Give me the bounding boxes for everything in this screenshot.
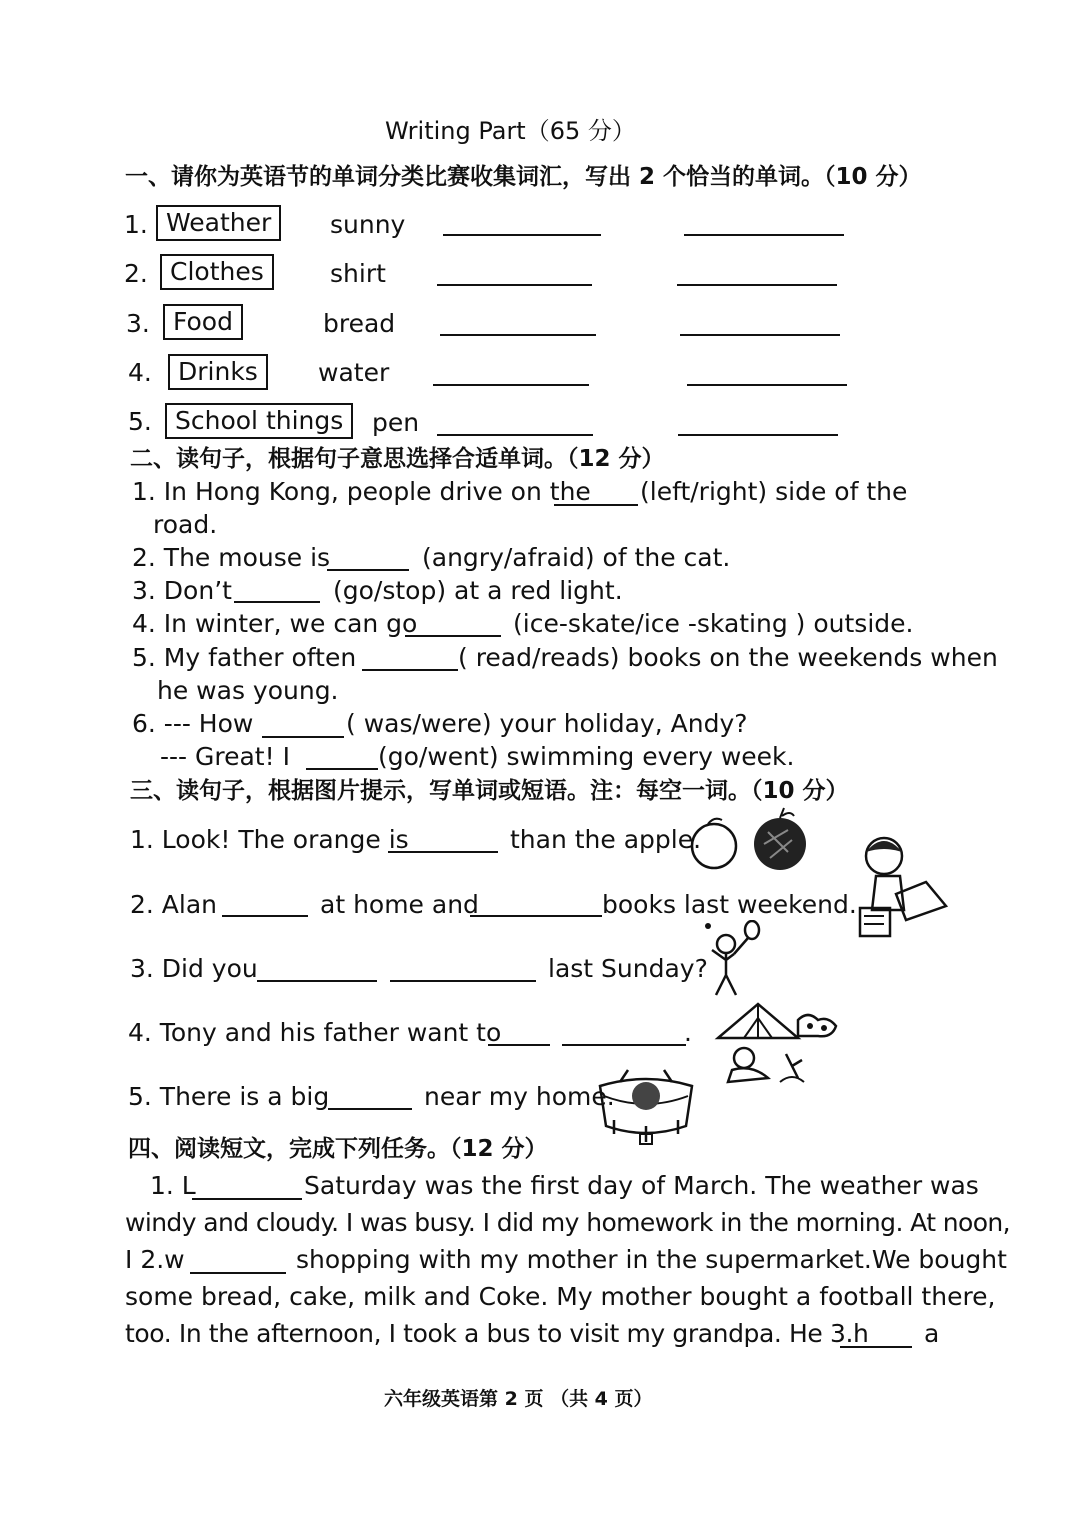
- s4-line1-b: Saturday was the first day of March. The weather was: [304, 1171, 979, 1200]
- badminton-player-image: [700, 920, 764, 1004]
- s2-q5-text-c: he was young.: [157, 676, 339, 705]
- s2-q1-text-b: (left/right) side of the: [640, 477, 908, 506]
- s2-q4-text-a: 4. In winter, we can go: [132, 609, 418, 638]
- s4-line2: windy and cloudy. I was busy. I did my homework in the morning. At noon,: [125, 1208, 1010, 1237]
- s1-row2-example: shirt: [330, 259, 386, 288]
- s4-line1-a: 1. L: [150, 1171, 196, 1200]
- s3-q3-text-b: last Sunday?: [548, 954, 708, 983]
- section4-heading: 四、阅读短文，完成下列任务。（12 分）: [128, 1136, 548, 1162]
- orange-and-apple-image: [686, 806, 818, 872]
- s2-q5-text-b: ( read/reads) books on the weekends when: [458, 643, 998, 672]
- s1-row5-category: School things: [165, 403, 353, 439]
- s4-line4: some bread, cake, milk and Coke. My mother bought a football there,: [125, 1282, 996, 1311]
- s3-q2-blank-b[interactable]: [470, 915, 602, 917]
- s1-row1-example: sunny: [330, 210, 406, 239]
- s3-q2-blank-a[interactable]: [222, 915, 308, 917]
- camping-tent-image: [714, 998, 840, 1090]
- s2-q5-blank[interactable]: [362, 669, 458, 671]
- s3-q4-text-b: .: [684, 1018, 692, 1047]
- s2-q6-text-b: ( was/were) your holiday, Andy?: [346, 709, 748, 738]
- section2-heading: 二、读句子，根据句子意思选择合适单词。（12 分）: [130, 446, 665, 472]
- s1-row5-num: 5.: [128, 407, 152, 436]
- s2-q2-text-a: 2. The mouse is: [132, 543, 331, 572]
- s1-row1-num: 1.: [124, 210, 148, 239]
- s2-q6-blank-b[interactable]: [306, 768, 378, 770]
- s3-q2-text-a: 2. Alan: [130, 890, 218, 919]
- s2-q2-text-b: (angry/afraid) of the cat.: [422, 543, 731, 572]
- s2-q3-blank[interactable]: [234, 601, 320, 603]
- park-image: [594, 1066, 698, 1148]
- s1-row3-blank-b[interactable]: [680, 334, 840, 336]
- s3-q4-blank-a[interactable]: [488, 1044, 550, 1046]
- page-footer: 六年级英语第 2 页 （共 4 页）: [384, 1388, 653, 1410]
- s2-q1-text-a: 1. In Hong Kong, people drive on the: [132, 477, 591, 506]
- s1-row5-example: pen: [372, 408, 420, 437]
- section1-heading: 一、请你为英语节的单词分类比赛收集词汇，写出 2 个恰当的单词。（10 分）: [125, 164, 922, 190]
- s1-row1-blank-b[interactable]: [684, 234, 844, 236]
- s1-row4-num: 4.: [128, 358, 152, 387]
- s3-q1-text-a: 1. Look! The orange is: [130, 825, 409, 854]
- s1-row2-num: 2.: [124, 259, 148, 288]
- s3-q5-blank[interactable]: [328, 1108, 412, 1110]
- s3-q4-blank-b[interactable]: [562, 1044, 686, 1046]
- s2-q5-text-a: 5. My father often: [132, 643, 357, 672]
- s2-q6-text-a: 6. --- How: [132, 709, 254, 738]
- s2-q2-blank[interactable]: [327, 569, 409, 571]
- s3-q4-text-a: 4. Tony and his father want to: [128, 1018, 502, 1047]
- s4-blank-3[interactable]: [840, 1346, 912, 1348]
- boy-reading-image: [856, 834, 948, 944]
- s3-q5-text-a: 5. There is a big: [128, 1082, 330, 1111]
- s1-row4-blank-b[interactable]: [687, 384, 847, 386]
- s1-row1-category: Weather: [156, 205, 281, 241]
- s1-row3-example: bread: [323, 309, 396, 338]
- s1-row4-blank-a[interactable]: [433, 384, 589, 386]
- s4-line3-b: shopping with my mother in the supermarket.We bought: [296, 1245, 1007, 1274]
- s3-q3-text-a: 3. Did you: [130, 954, 258, 983]
- s1-row4-category: Drinks: [168, 354, 268, 390]
- s2-q3-text-b: (go/stop) at a red light.: [333, 576, 623, 605]
- s1-row2-category: Clothes: [160, 254, 274, 290]
- s1-row4-example: water: [318, 358, 390, 387]
- s2-q4-blank[interactable]: [405, 635, 501, 637]
- page-title: Writing Part（65 分）: [385, 117, 636, 145]
- s2-q1-text-c: road.: [153, 510, 218, 539]
- s3-q2-text-b: at home and: [320, 890, 479, 919]
- s1-row2-blank-b[interactable]: [677, 284, 837, 286]
- s2-q6-text-d: (go/went) swimming every week.: [378, 742, 795, 771]
- s1-row1-blank-a[interactable]: [443, 234, 601, 236]
- s4-line3-a: I 2.w: [125, 1245, 185, 1274]
- s4-blank-2[interactable]: [190, 1272, 286, 1274]
- section3-heading: 三、读句子，根据图片提示，写单词或短语。注：每空一词。（10 分）: [130, 778, 849, 804]
- s3-q2-text-c: books last weekend.: [602, 890, 857, 919]
- s1-row3-num: 3.: [126, 309, 150, 338]
- s3-q1-blank[interactable]: [388, 851, 498, 853]
- s3-q1-text-b: than the apple.: [510, 825, 702, 854]
- s2-q3-text-a: 3. Don’t: [132, 576, 232, 605]
- s3-q3-blank-b[interactable]: [390, 980, 536, 982]
- s1-row3-blank-a[interactable]: [440, 334, 596, 336]
- s1-row5-blank-a[interactable]: [437, 434, 593, 436]
- s2-q4-text-b: (ice-skate/ice -skating ) outside.: [513, 609, 914, 638]
- s3-q5-text-b: near my home.: [424, 1082, 615, 1111]
- s4-line5-a: too. In the afternoon, I took a bus to visit my grandpa. He 3.h: [125, 1319, 869, 1348]
- s4-blank-1[interactable]: [192, 1198, 302, 1200]
- s2-q1-blank[interactable]: [554, 504, 638, 506]
- s2-q6-text-c: --- Great! I: [160, 742, 290, 771]
- s4-line5-b: a: [924, 1319, 940, 1348]
- s1-row2-blank-a[interactable]: [437, 284, 592, 286]
- s1-row3-category: Food: [163, 304, 243, 340]
- s2-q6-blank-a[interactable]: [262, 736, 344, 738]
- s1-row5-blank-b[interactable]: [678, 434, 838, 436]
- s3-q3-blank-a[interactable]: [257, 980, 377, 982]
